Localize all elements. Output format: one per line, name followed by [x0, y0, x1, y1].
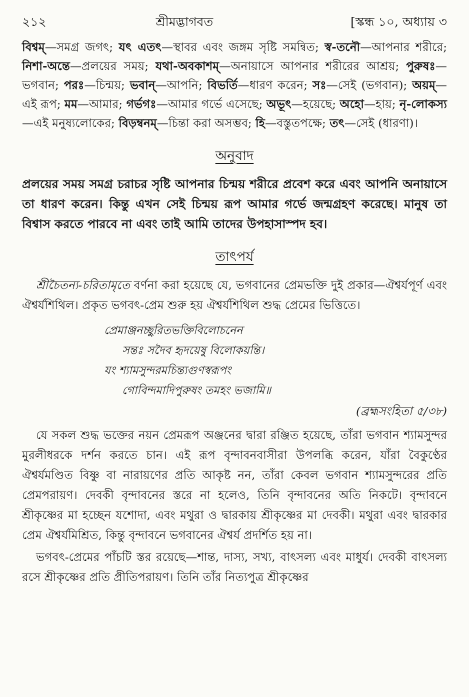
- sanskrit-word: পরঃ: [63, 78, 85, 92]
- purport-paragraph-3: ভগবৎ-প্রেমের পাঁচটি স্তর রয়েছে—শান্ত, দাস্য, সখ্য, বাৎসল্য এবং মাধুর্য। দেবকী বাৎসল্য রসে শ্রীকৃষ্ণের প্রতি প্রীতিপরায়ণ। তিনি তাঁর নিত্যপুত্র শ্রীকৃষ্ণের: [22, 550, 447, 584]
- word-meaning: —বস্তুতপক্ষে;: [264, 116, 330, 130]
- purport-text: বর্ণনা করা হয়েছে যে, ভগবানের প্রেমভক্তি দুই প্রকার—ঐশ্বর্যপূর্ণ এবং ঐশ্বর্যশিথিল। প্রকৃত ভগবৎ-প্রেম শুরু হয় ঐশ্বর্যশিথিল শুদ্ধ প্রেমের ভিত্তিতে।: [22, 278, 447, 312]
- word-meaning: —আপনার শরীরে;: [360, 40, 447, 54]
- word-meaning: —হয়েছে;: [291, 97, 340, 111]
- word-meaning: —এই মনুষ্যলোকের;: [22, 116, 119, 130]
- verse-line: সন্তঃ সদৈব হৃদয়েষু বিলোকয়ন্তি।: [122, 344, 265, 357]
- sanskrit-word: নৃ-লোকস্য: [399, 97, 448, 111]
- running-header: [22, 14, 447, 30]
- sanskrit-word: সঃ: [312, 78, 327, 92]
- word-meaning: —স্থাবর এবং জঙ্গম সৃষ্টি সমন্বিত;: [161, 40, 325, 54]
- verse-line: প্রেমাঞ্জনচ্ছুরিতভক্তিবিলোচনেন: [104, 324, 243, 337]
- purport-paragraph-1: [22, 275, 447, 315]
- scripture-title: শ্রীচৈতন্য-চরিতামৃতে: [36, 278, 130, 292]
- verse-line: গোবিন্দমাদিপুরুষং তমহং ভজামি॥: [122, 384, 271, 397]
- sanskrit-word: পুরুষঃ: [406, 59, 436, 73]
- purport-heading: তাৎপর্য: [215, 249, 254, 265]
- sanskrit-word: তৎ: [329, 116, 345, 130]
- word-meaning: —আপনি;: [155, 78, 208, 92]
- word-meaning: —চিন্তা করা অসম্ভব;: [156, 116, 256, 130]
- sanskrit-word: বিড়ম্বনম্: [118, 116, 157, 130]
- word-meaning: —চিন্ময়;: [84, 78, 130, 92]
- word-meaning: —ধারণ করেন;: [237, 78, 313, 92]
- translation-heading: অনুবাদ: [215, 148, 254, 164]
- sanskrit-word: হি: [255, 116, 265, 130]
- verse-line: যং শ্যামসুন্দরমচিন্ত্যগুণস্বরূপং: [104, 364, 232, 377]
- sanskrit-word: যৎ এতৎ: [118, 40, 162, 54]
- purport-body: [22, 275, 447, 587]
- translation-text: প্রলয়ের সময় সমগ্র চরাচর সৃষ্টি আপনার চিন্ময় শরীরে প্রবেশ করে এবং আপনি অনায়াসে তা ধারণ করেন। কিন্তু এখন সেই চিন্ময় রূপ আমার গর্ভে জন্মগ্রহণ করেছে। মানুষ তা বিশ্বাস করতে পারবে না এবং তাই আমি তাদের উপহাসাস্পদ হব।: [22, 177, 447, 231]
- sanskrit-word: অহো: [339, 97, 364, 111]
- sanskrit-word: বিশ্বম্: [22, 40, 45, 54]
- word-meaning: —আমার;: [77, 97, 127, 111]
- sanskrit-verse: [22, 321, 447, 401]
- word-meaning: —আমার গর্ভে এসেছে;: [156, 97, 267, 111]
- word-meaning: —হায়;: [363, 97, 400, 111]
- word-meaning: —এই রূপ;: [22, 78, 447, 111]
- word-meaning: —সেই (ধারণা)।: [344, 116, 418, 130]
- purport-paragraph-2: যে সকল শুদ্ধ ভক্তের নয়ন প্রেমরূপ অঞ্জনের দ্বারা রঞ্জিত হয়েছে, তাঁরা ভগবান শ্যামসুন্দর মুরলীধরকে দর্শন করতে চান। এই রূপ বৃন্দাবনবাসীরা উপলব্ধি করেন, যাঁরা বৈকুণ্ঠের ঐশ্বর্যমণ্ডিত বিষ্ণু বা নারায়ণের প্রতি আকৃষ্ট নন, তাঁরা কেবল ভগবান শ্যামসুন্দরের প্রতি প্রেমপরায়ণ। দেবকী বৃন্দাবনের স্তরে না হলেও, তিনি বৃন্দাবনের অতি নিকটে। বৃন্দাবনে শ্রীকৃষ্ণের মা হচ্ছেন যশোদা, এবং মথুরা ও দ্বারকায় শ্রীকৃষ্ণের মা দেবকী। মথুরা এবং দ্বারকার প্রেম ঐশ্বর্যমিশ্রিত, কিন্তু বৃন্দাবনে ভগবানের ঐশ্বর্য প্রদর্শিত হয় না।: [22, 428, 447, 542]
- sanskrit-word: বিভর্তি: [207, 78, 238, 92]
- sanskrit-word: নিশা-অন্তে: [22, 59, 70, 73]
- canto-chapter-ref: [স্কন্ধ ১০, অধ্যায় ৩: [350, 14, 447, 29]
- word-meaning: —সেই (ভগবান);: [326, 78, 413, 92]
- sanskrit-word: মম: [64, 97, 78, 111]
- word-meaning: —সমগ্র জগৎ;: [44, 40, 119, 54]
- verse-citation: (ব্রহ্মসংহিতা ৫/৩৮): [355, 404, 447, 418]
- sanskrit-word: ভবান্: [129, 78, 156, 92]
- sanskrit-word: যথা-অবকাশম্: [155, 59, 220, 73]
- synonyms-paragraph: [22, 38, 447, 133]
- sanskrit-word: অয়ম্: [412, 78, 436, 92]
- page-number: ২১২: [22, 14, 47, 29]
- word-meaning: —ভগবান;: [22, 59, 447, 92]
- book-title: শ্রীমদ্ভাগবত: [155, 14, 214, 29]
- word-meaning: —প্রলয়ের সময়;: [69, 59, 156, 73]
- sanskrit-word: স্ব-তনৌ: [324, 40, 361, 54]
- sanskrit-word: অভূৎ: [266, 97, 292, 111]
- sanskrit-word: গর্ভগঃ: [126, 97, 157, 111]
- word-meaning: —অনায়াসে আপনার শরীরের আশ্রয়;: [219, 59, 407, 73]
